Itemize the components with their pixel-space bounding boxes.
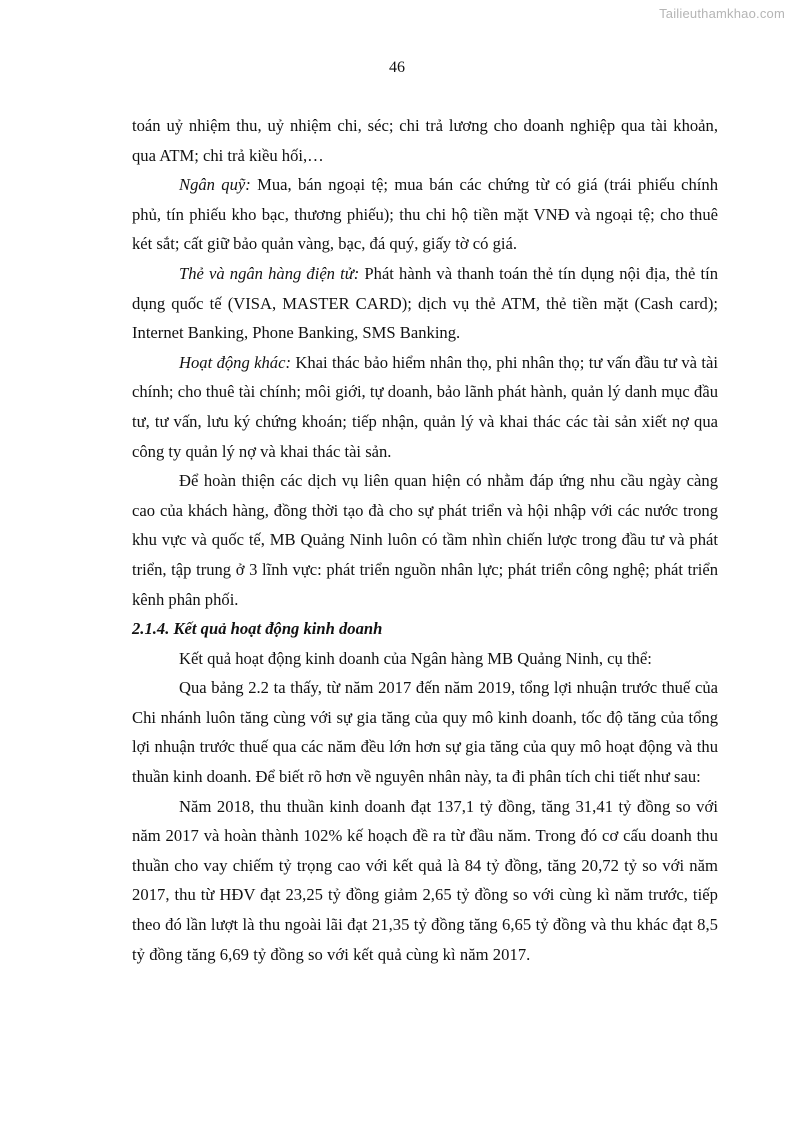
document-body — [132, 111, 718, 969]
paragraph-ket-qua-intro: Kết quả hoạt động kinh doanh của Ngân hàng MB Quảng Ninh, cụ thể: — [179, 648, 652, 668]
paragraph-text: Mua, bán ngoại tệ; mua bán các chứng từ có giá (trái phiếu chính phủ, tín phiếu kho bạc, thương phiếu); thu chi hộ tiền mặt VNĐ và ngoại tệ; cho thuê két sắt; cất giữ bảo quản vàng, bạc, đá quý, giấy tờ có giá. — [132, 175, 718, 254]
paragraph-nam-2018: Năm 2018, thu thuần kinh doanh đạt 137,1 tỷ đồng, tăng 31,41 tỷ đồng so với năm 2017 và hoàn thành 102% kế hoạch đề ra từ đầu năm. Trong đó cơ cấu doanh thu thuần cho vay chiếm tỷ trọng cao với kết quả là 84 tỷ đồng, tăng 20,72 tỷ so với năm 2017, thu từ HĐV đạt 23,25 tỷ đồng giảm 2,65 tỷ đồng so với cùng kì năm trước, tiếp theo đó lần lượt là thu ngoài lãi đạt 21,35 tỷ đồng tăng 6,65 tỷ đồng và thu khác đạt 8,5 tỷ đồng tăng 6,69 tỷ đồng so với kết quả cùng kì năm 2017. — [132, 796, 718, 964]
page-number: 46 — [389, 59, 405, 76]
paragraph-label: Hoạt động khác: — [179, 352, 291, 372]
paragraph-hoat-dong-khac — [132, 348, 718, 466]
paragraph-the-ngan-hang — [132, 259, 718, 348]
paragraph-text: Phát hành và thanh toán thẻ tín dụng nội địa, thẻ tín dụng quốc tế (VISA, MASTER CARD); dịch vụ thẻ ATM, thẻ tiền mặt (Cash card); Internet Banking, Phone Banking, SMS Banking. — [132, 263, 718, 343]
paragraph-continuation: toán uỷ nhiệm thu, uỷ nhiệm chi, séc; chi trả lương cho doanh nghiệp qua tài khoản, qua ATM; chi trả kiều hối,… — [132, 116, 718, 165]
paragraph-label: Ngân quỹ: — [179, 175, 251, 195]
paragraph-label: Thẻ và ngân hàng điện tử: — [179, 263, 360, 283]
watermark: Tailieuthamkhao.com — [659, 6, 785, 21]
paragraph-bang-2-2: Qua bảng 2.2 ta thấy, từ năm 2017 đến năm 2019, tổng lợi nhuận trước thuế của Chi nhánh luôn tăng cùng với sự gia tăng của quy mô kinh doanh, tốc độ tăng của tổng lợi nhuận trước thuế qua các năm đều lớn hơn sự gia tăng của quy mô hoạt động và thu thuần kinh doanh. Để biết rõ hơn về nguyên nhân này, ta đi phân tích chi tiết như sau: — [132, 678, 718, 787]
paragraph-ngan-quy — [132, 170, 718, 259]
section-heading: 2.1.4. Kết quả hoạt động kinh doanh — [132, 619, 383, 639]
paragraph-text: Khai thác bảo hiểm nhân thọ, phi nhân thọ; tư vấn đầu tư và tài chính; cho thuê tài chính; môi giới, tự doanh, bảo lãnh phát hành, quản lý danh mục đầu tư, tư vấn, lưu ký chứng khoán; tiếp nhận, quản lý và khai thác các tài sản xiết nợ qua công ty quản lý nợ và khai thác tài sản. — [132, 352, 719, 461]
paragraph-hoan-thien: Để hoàn thiện các dịch vụ liên quan hiện có nhằm đáp ứng nhu cầu ngày càng cao của khách hàng, đồng thời tạo đà cho sự phát triển và hội nhập với các nước trong khu vực và quốc tế, MB Quảng Ninh luôn có tầm nhìn chiến lược trong đầu tư và phát triển, tập trung ở 3 lĩnh vực: phát triển nguồn nhân lực; phát triển công nghệ; phát triển kênh phân phối. — [132, 471, 718, 609]
